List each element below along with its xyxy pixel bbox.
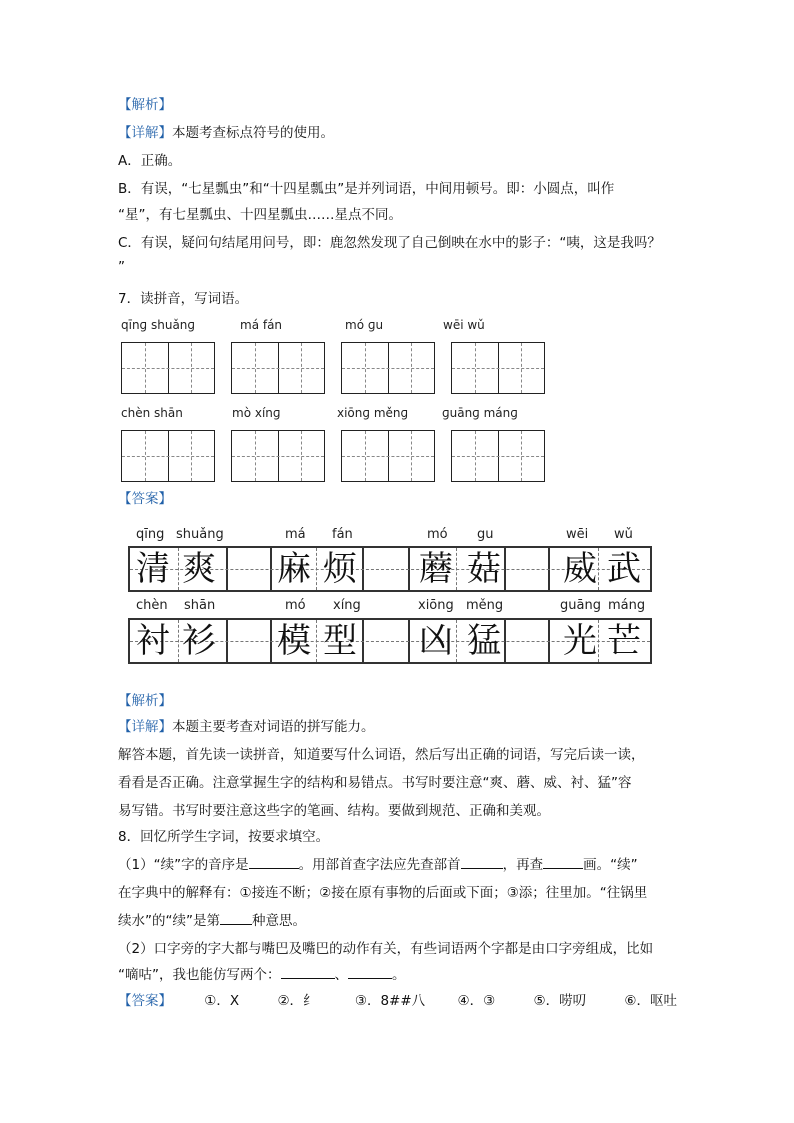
detail-tag: 【详解】 — [118, 125, 172, 141]
answer-pinyin: mó — [427, 527, 448, 542]
text: 、 — [334, 967, 348, 983]
answer-item: ④．③ — [457, 993, 496, 1009]
pinyin-label: xiōnɡ měnɡ — [337, 406, 409, 420]
writing-box[interactable] — [341, 342, 435, 394]
pinyin-label: má fán — [240, 318, 283, 332]
answer-item: ⑤．唠叨 — [533, 993, 587, 1009]
detail-line — [118, 124, 334, 142]
answer-char: 型 — [323, 621, 357, 661]
pinyin-label: chèn shān — [121, 406, 183, 420]
blank-1[interactable] — [249, 856, 299, 869]
answer-item: ③．8##八 — [354, 993, 426, 1009]
q7-title: 7．读拼音，写词语。 — [118, 291, 249, 307]
answer-item: ⑥．呕吐 — [624, 993, 678, 1009]
text: 种意思。 — [251, 913, 306, 929]
writing-box[interactable] — [451, 342, 545, 394]
writing-box[interactable] — [121, 342, 215, 394]
pinyin-label: ɡuānɡ mánɡ — [442, 406, 518, 420]
answer-char: 菇 — [467, 549, 501, 589]
q8-part1-line2: 在字典中的解释有：①接连不断；②接在原有事物的后面或下面；③添；往里加。“往锅里 — [118, 885, 648, 901]
writing-box[interactable] — [341, 430, 435, 482]
answer-pinyin: mó — [285, 598, 306, 613]
detail-line — [118, 718, 375, 736]
writing-box[interactable] — [121, 430, 215, 482]
answer-char: 清 — [136, 549, 170, 589]
text: “嘀咕”，我也能仿写两个： — [118, 967, 281, 983]
answer-char: 芒 — [607, 621, 641, 661]
answer-pinyin: gu — [477, 527, 494, 542]
blank-2[interactable] — [461, 856, 503, 869]
answer-tag: 【答案】 — [118, 993, 172, 1009]
option-a: A．正确。 — [118, 153, 182, 169]
analysis-tag: 【解析】 — [118, 97, 172, 113]
answer-pinyin: wǔ — [614, 527, 633, 542]
blank-6[interactable] — [348, 966, 392, 979]
answer-char: 威 — [563, 549, 597, 589]
answer-pinyin: máng — [608, 598, 646, 613]
answer-pinyin: měng — [466, 598, 504, 613]
answer-char: 武 — [607, 549, 641, 589]
answer-char: 模 — [277, 621, 311, 661]
answer-pinyin: chèn — [136, 598, 168, 613]
answer-char: 爽 — [182, 549, 216, 589]
answer-pinyin: shuǎng — [176, 527, 224, 542]
detail-tag: 【详解】 — [118, 719, 172, 735]
answer-pinyin: má — [285, 527, 306, 542]
blank-4[interactable] — [220, 912, 252, 925]
analysis-tag: 【解析】 — [118, 693, 172, 709]
option-b-line1: B．有误，“七星瓢虫”和“十四星瓢虫”是并列词语，中间用顿号。即：小圆点，叫作 — [118, 181, 615, 197]
writing-box[interactable] — [231, 430, 325, 482]
q8-part2-line2 — [118, 966, 406, 984]
q8-answer-line — [118, 992, 677, 1010]
answer-char: 烦 — [323, 549, 357, 589]
answer-pinyin: wēi — [566, 527, 589, 542]
answer-item: ①．X — [204, 993, 240, 1009]
detail-text: 本题考查标点符号的使用。 — [172, 125, 334, 141]
text: （1）“续”字的音序是 — [118, 857, 249, 873]
answer-char: 衬 — [136, 621, 170, 661]
answer-pinyin: qīng — [136, 527, 165, 542]
q8-title: 8．回忆所学生字词，按要求填空。 — [118, 829, 330, 845]
pinyin-label: wēi wǔ — [443, 318, 485, 332]
text: 画。“续” — [583, 857, 638, 873]
answer-char: 凶 — [419, 621, 453, 661]
answer-char: 衫 — [182, 621, 216, 661]
blank-3[interactable] — [543, 856, 583, 869]
option-c-line1: C．有误，疑问句结尾用问号，即：鹿忽然发现了自己倒映在水中的影子：“咦，这是我吗？ — [118, 235, 661, 251]
q8-part1-line1 — [118, 856, 638, 874]
pinyin-label: qīnɡ shuǎnɡ — [121, 318, 196, 332]
answer-char: 光 — [563, 621, 597, 661]
answer-pinyin: xíng — [333, 598, 361, 613]
answer-char: 麻 — [277, 549, 311, 589]
answer-pinyin: fán — [332, 527, 353, 542]
q8-part2-line1: （2）口字旁的字大都与嘴巴及嘴巴的动作有关，有些词语两个字都是由口字旁组成，比如 — [118, 941, 654, 957]
text: 。 — [392, 967, 406, 983]
detail-text: 本题主要考查对词语的拼写能力。 — [172, 719, 375, 735]
answer-pinyin: xiōng — [418, 598, 454, 613]
paragraph-line: 解答本题，首先读一读拼音，知道要写什么词语，然后写出正确的词语，写完后读一读， — [118, 747, 645, 763]
answer-pinyin: guāng — [560, 598, 601, 613]
text: 续水”的“续”是第 — [118, 913, 220, 929]
answer-char: 蘑 — [419, 549, 453, 589]
answer-char: 猛 — [467, 621, 501, 661]
answer-item: ②．纟 — [277, 993, 317, 1009]
writing-box[interactable] — [231, 342, 325, 394]
writing-box[interactable] — [451, 430, 545, 482]
answer-tag: 【答案】 — [118, 491, 172, 507]
blank-5[interactable] — [281, 966, 335, 979]
pinyin-label: mó ɡu — [345, 318, 384, 332]
text: ，再查 — [502, 857, 544, 873]
option-c-line2: ” — [118, 259, 125, 275]
q8-part1-line3 — [118, 912, 306, 930]
answer-pinyin: shān — [184, 598, 216, 613]
option-b-line2: “星”，有七星瓢虫、十四星瓢虫……星点不同。 — [118, 207, 402, 223]
pinyin-label: mò xínɡ — [232, 406, 281, 420]
paragraph-line: 易写错。书写时要注意这些字的笔画、结构。要做到规范、正确和美观。 — [118, 803, 550, 819]
text: 。用部首查字法应先查部首 — [298, 857, 461, 873]
paragraph-line: 看看是否正确。注意掌握生字的结构和易错点。书写时要注意“爽、蘑、威、衬、猛”容 — [118, 775, 632, 791]
